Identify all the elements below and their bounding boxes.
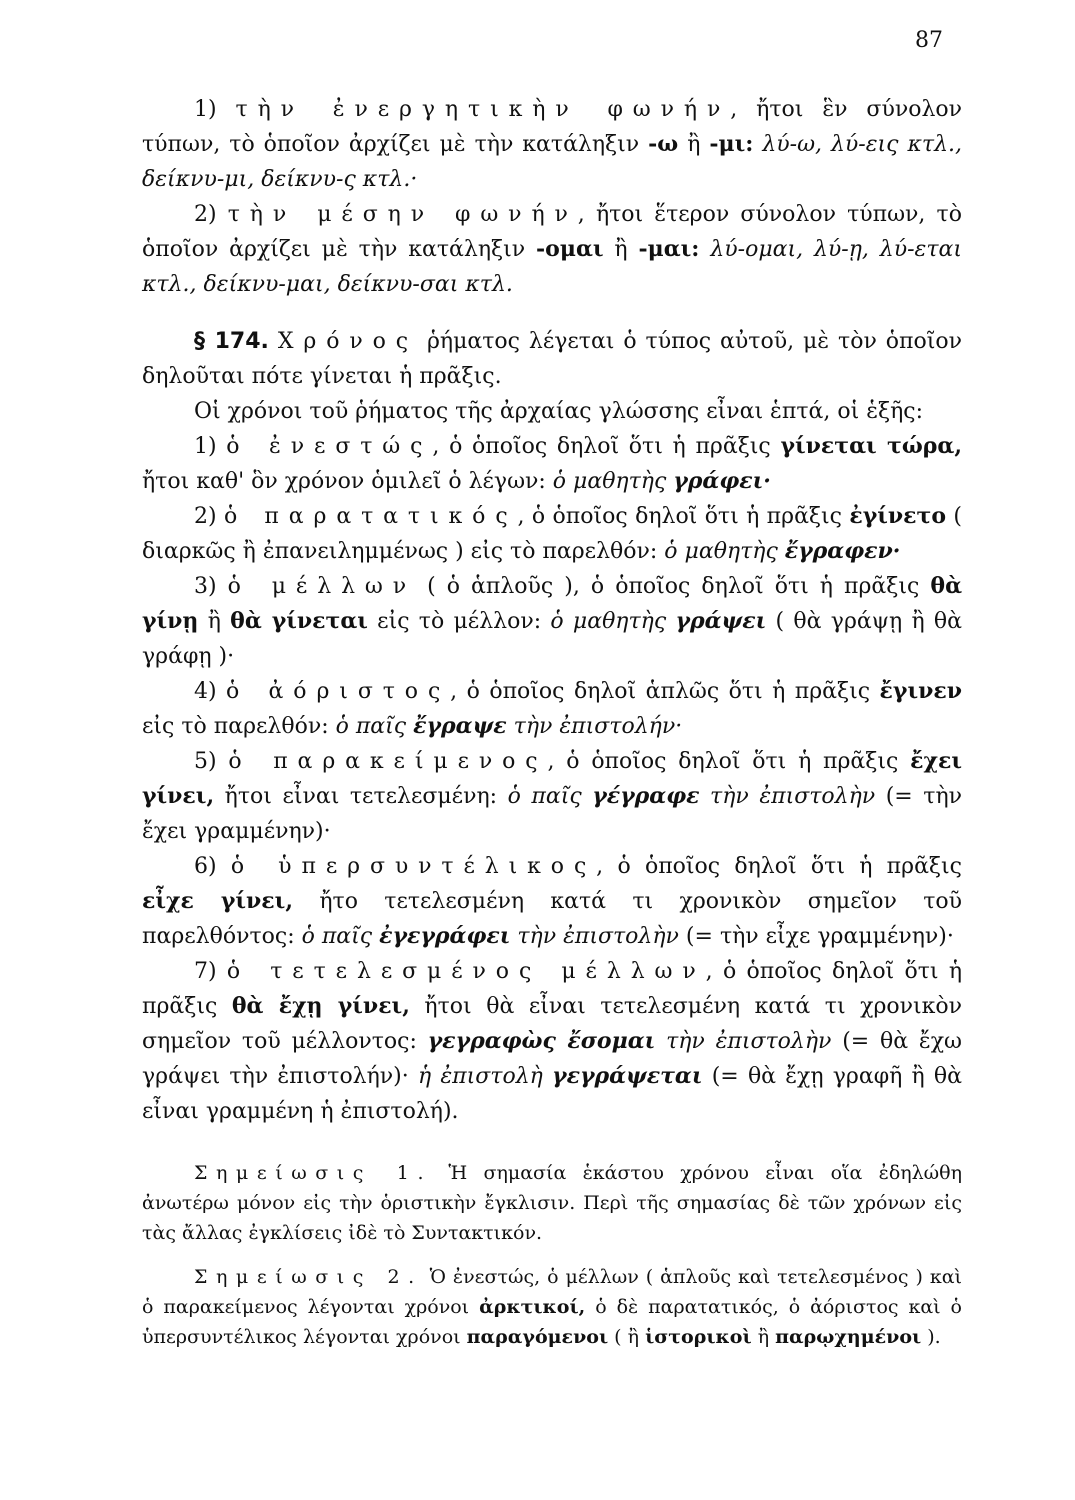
page-number: 87	[915, 28, 943, 53]
text: ἢ	[603, 237, 639, 262]
italic-text: ὁ παῖς	[301, 924, 380, 949]
bold-text: θὰ γίνεται	[230, 608, 368, 634]
text: , ὁ ὁποῖος δηλοῖ ὅτι ἡ πρᾶξις	[142, 959, 963, 1019]
text: , ὁ ὁποῖος δηλοῖ ἁπλῶς ὅτι ἡ πρᾶξις	[450, 679, 880, 704]
italic-examples: λύ-ομαι, λύ-ῃ, λύ-εται κτλ., δείκνυ-μαι, δείκνυ-σαι κτλ.	[142, 237, 963, 297]
text: (= τὴν εἶχε γραμμένην)·	[678, 924, 954, 949]
bold-text: ἔχει γίνει,	[142, 748, 963, 809]
text: ἢ	[678, 132, 710, 157]
bold-example: γράφει·	[673, 468, 771, 494]
italic-text: τὴν ἐπιστολὴν	[699, 784, 876, 809]
note-label: Σημείωσις 2.	[194, 1266, 423, 1288]
spaced-term: ὁ μέλλων	[227, 574, 417, 599]
bold-text: ἀρκτικοί,	[479, 1296, 586, 1318]
item-number: 1)	[194, 97, 236, 122]
paragraph-tenses-intro: Οἱ χρόνοι τοῦ ῥήματος τῆς ἀρχαίας γλώσσης εἶναι ἑπτά, οἱ ἑξῆς:	[194, 399, 924, 424]
bold-text: εἶχε γίνει,	[142, 888, 293, 914]
spacer	[142, 302, 962, 324]
spaced-term: τὴν μέσην φωνήν	[227, 202, 578, 227]
spaced-term: ὁ ἀόριστος	[226, 679, 451, 704]
bold-text: παρῳχημένοι	[775, 1326, 922, 1348]
bold-text: θὰ γίνῃ	[142, 573, 962, 634]
bold-example: γέγραφε	[592, 783, 700, 809]
item-number: 4)	[194, 679, 227, 704]
bold-example: ἔγραψε	[413, 713, 507, 739]
bold-ending: -μι:	[709, 131, 754, 157]
paragraph-tense-5	[142, 744, 962, 849]
note-text: ἢ	[751, 1326, 776, 1348]
note-text: Ὁ ἐνεστώς, ὁ μέλλων ( ἁπλοῦς καὶ τετελεσμένος ) καὶ ὁ παρακείμενος λέγονται χρόνοι	[142, 1266, 962, 1318]
spaced-term: ὁ παρακείμενος	[228, 749, 548, 774]
note-text: ὁ δὲ παρατατικός, ὁ ἀόριστος καὶ ὁ ὑπερσυντέλικος λέγονται χρόνοι	[142, 1296, 962, 1348]
text: ἢ	[198, 609, 231, 634]
item-number: 2)	[194, 202, 228, 227]
body-text	[142, 92, 962, 1129]
note-text: ( ἢ	[608, 1326, 646, 1348]
paragraph-active-voice	[142, 92, 962, 197]
spaced-term: ὁ ὑπερσυντέλικος	[230, 854, 597, 879]
item-number: 7)	[194, 959, 227, 984]
paragraph-tense-4	[142, 674, 962, 744]
paragraph-tense-7	[142, 954, 962, 1129]
spaced-term: ὁ τετελεσμένος μέλλων	[226, 959, 706, 984]
text: ἤτοι θὰ εἶναι τετελεσμένη κατά τι χρονικὸν σημεῖον τοῦ μέλλοντος:	[142, 994, 963, 1054]
text: εἰς τὸ παρελθόν:	[142, 714, 336, 739]
bold-example: γράψει	[675, 608, 767, 634]
bold-text: θὰ ἔχῃ γίνει,	[231, 993, 410, 1019]
item-number: 1)	[194, 434, 227, 459]
bold-text: ἔγινεν	[879, 678, 962, 704]
paragraph-section-174	[142, 324, 962, 394]
note-text: ).	[921, 1326, 941, 1348]
spaced-term: ὁ παρατατικός	[223, 504, 518, 529]
bold-example: γεγραφὼς ἔσομαι	[427, 1028, 656, 1054]
text: ( διαρκῶς ἢ ἐπανειλημμένως ) εἰς τὸ παρελθόν:	[142, 504, 963, 564]
paragraph-tense-1	[142, 429, 962, 499]
note-2	[142, 1262, 962, 1352]
text: εἰς τὸ μέλλον:	[367, 609, 551, 634]
italic-text: ὁ μαθητὴς	[664, 539, 785, 564]
bold-text: παραγόμενοι	[466, 1326, 609, 1348]
section-number: § 174.	[194, 329, 269, 354]
text: , ὁ ὁποῖος δηλοῖ ὅτι ἡ πρᾶξις	[547, 749, 911, 774]
bold-example: ἔγραφεν·	[784, 538, 901, 564]
text: , ἤτοι ἓν σύνολον τύπων, τὸ ὁποῖον ἀρχίζει μὲ τὴν κατάληξιν	[142, 97, 963, 157]
text: ἤτο τετελεσμένη κατά τι χρονικὸν σημεῖον τοῦ παρελθόντος:	[142, 889, 962, 949]
note-label: Σημείωσις 1.	[194, 1162, 433, 1184]
bold-example: γεγράψεται	[552, 1063, 703, 1089]
text: (= θὰ ἔχω γράψει τὴν ἐπιστολήν)·	[142, 1029, 962, 1089]
spaced-term: τὴν ἐνεργητικὴν φωνήν	[235, 97, 731, 122]
bold-ending: -μαι:	[638, 236, 700, 262]
bold-ending: -ω	[648, 131, 679, 157]
text: ῥήματος λέγεται ὁ τύπος αὐτοῦ, μὲ τὸν ὁποῖον δηλοῦται πότε γίνεται ἡ πρᾶξις.	[142, 329, 962, 389]
italic-text: τὴν ἐπιστολὴν	[655, 1029, 832, 1054]
bold-ending: -ομαι	[536, 236, 604, 262]
italic-text: ὁ μαθητὴς	[552, 469, 674, 494]
notes	[142, 1158, 962, 1366]
italic-text: ὁ παῖς	[507, 784, 593, 809]
text: , ὁ ὁποῖος δηλοῖ ὅτι ἡ πρᾶξις	[517, 504, 850, 529]
text: , ἤτοι ἕτερον σύνολον τύπων, τὸ ὁποῖον ἀρχίζει μὲ τὴν κατάληξιν	[142, 202, 962, 262]
item-number: 3)	[194, 574, 228, 599]
spaced-term: ὁ ἐνεστώς	[226, 434, 433, 459]
bold-text: γίνεται τώρα,	[780, 433, 962, 459]
text: (= θὰ ἔχῃ γραφῆ ἢ θὰ εἶναι γραμμένη ἡ ἐπιστολή).	[142, 1064, 963, 1124]
item-number: 5)	[194, 749, 229, 774]
text: ( θὰ γράψῃ ἢ θὰ γράφῃ )·	[142, 609, 962, 669]
italic-text: ἡ ἐπιστολὴ	[417, 1064, 553, 1089]
text: ἤτοι εἶναι τετελεσμένη:	[214, 784, 508, 809]
note-text: Ἡ σημασία ἑκάστου χρόνου εἶναι οἵα ἐδηλώθη ἀνωτέρω μόνον εἰς τὴν ὁριστικὴν ἔγκλισιν. Περὶ τῆς σημασίας δὲ τῶν χρόνων εἰς τὰς ἄλλας ἐγκλίσεις ἰδὲ τὸ Συντακτικόν.	[142, 1162, 962, 1244]
paragraph-tense-3	[142, 569, 962, 674]
text: , ὁ ὁποῖος δηλοῖ ὅτι ἡ πρᾶξις	[596, 854, 962, 879]
text: , ὁ ὁποῖος δηλοῖ ὅτι ἡ πρᾶξις	[432, 434, 781, 459]
note-1	[142, 1158, 962, 1248]
italic-text: τὴν ἐπιστολὴν	[510, 924, 679, 949]
paragraph-tense-2	[142, 499, 962, 569]
item-number: 2)	[194, 504, 224, 529]
paragraph-middle-voice	[142, 197, 962, 302]
item-number: 6)	[194, 854, 231, 879]
bold-example: ἐγεγράφει	[379, 923, 511, 949]
italic-examples: λύ-ω, λύ-εις κτλ., δείκνυ-μι, δείκνυ-ς κτλ.·	[142, 132, 962, 192]
spaced-term: Χρόνος	[277, 329, 419, 354]
text: (= τὴν ἔχει γραμμένην)·	[142, 784, 963, 844]
italic-text: ὁ παῖς	[335, 714, 414, 739]
italic-text: ὁ μαθητὴς	[550, 609, 676, 634]
italic-text: τὴν ἐπιστολήν·	[506, 714, 683, 739]
bold-text: ἱστορικοὶ	[645, 1326, 752, 1348]
paragraph-tense-6	[142, 849, 962, 954]
text: ( ὁ ἁπλοῦς ), ὁ ὁποῖος δηλοῖ ὅτι ἡ πρᾶξις	[416, 574, 931, 599]
text: ἤτοι καθ' ὃν χρόνον ὁμιλεῖ ὁ λέγων:	[142, 469, 553, 494]
bold-text: ἐγίνετο	[849, 503, 947, 529]
